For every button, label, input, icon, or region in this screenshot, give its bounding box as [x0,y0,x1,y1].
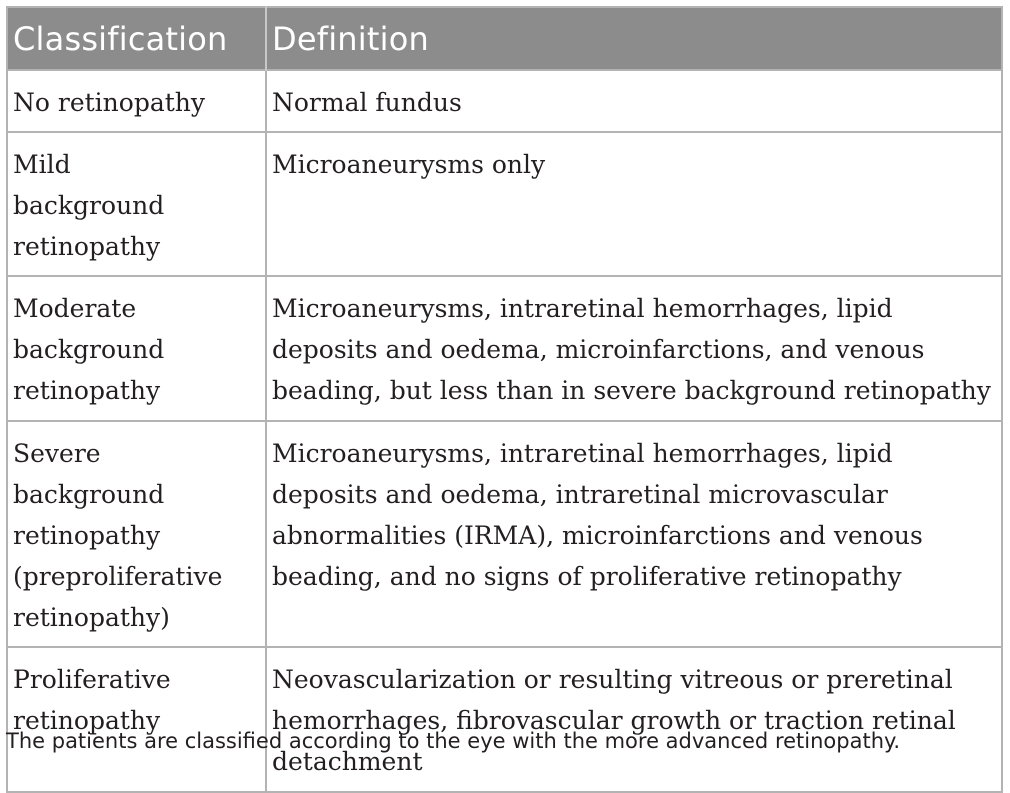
definition-text: Microaneurysms only [272,150,546,179]
header-row [7,7,1002,70]
header-classification: Classification [7,7,266,70]
document-page [6,6,1003,793]
table-row [7,647,1002,792]
definition-cell [266,70,1002,132]
definition-text: Microaneurysms, intraretinal hemorrhages, lipid deposits and oedema, intraretinal microvascular abnormalities (IRMA), microinfarctions and venous beading, and no signs of proliferative retinopathy [272,439,923,591]
classification-text: Moderate background retinopathy [13,294,165,405]
classification-text: Severe background retinopathy (preproliferative retinopathy) [13,439,223,632]
classification-cell [7,276,266,421]
classification-text: No retinopathy [13,88,205,117]
table-row [7,70,1002,132]
retinopathy-classification-table [6,6,1003,793]
definition-text: Normal fundus [272,88,462,117]
definition-text: Neovascularization or resulting vitreous or preretinal hemorrhages, fibrovascular growth or traction retinal detachment [272,665,956,776]
definition-cell [266,421,1002,647]
table-row [7,132,1002,276]
header-definition: Definition [266,7,1002,70]
table-row [7,276,1002,421]
definition-cell [266,276,1002,421]
classification-cell [7,647,266,792]
classification-cell [7,132,266,276]
classification-cell [7,421,266,647]
classification-text: Proliferative retinopathy [13,665,171,735]
definition-cell [266,132,1002,276]
classification-text: Mild background retinopathy [13,150,165,261]
classification-cell [7,70,266,132]
table-footnote: The patients are classified according to the eye with the more advanced retinopathy. [6,729,901,753]
definition-text: Microaneurysms, intraretinal hemorrhages, lipid deposits and oedema, microinfarctions, and venous beading, but less than in severe background retinopathy [272,294,991,405]
definition-cell [266,647,1002,792]
table-row [7,421,1002,647]
